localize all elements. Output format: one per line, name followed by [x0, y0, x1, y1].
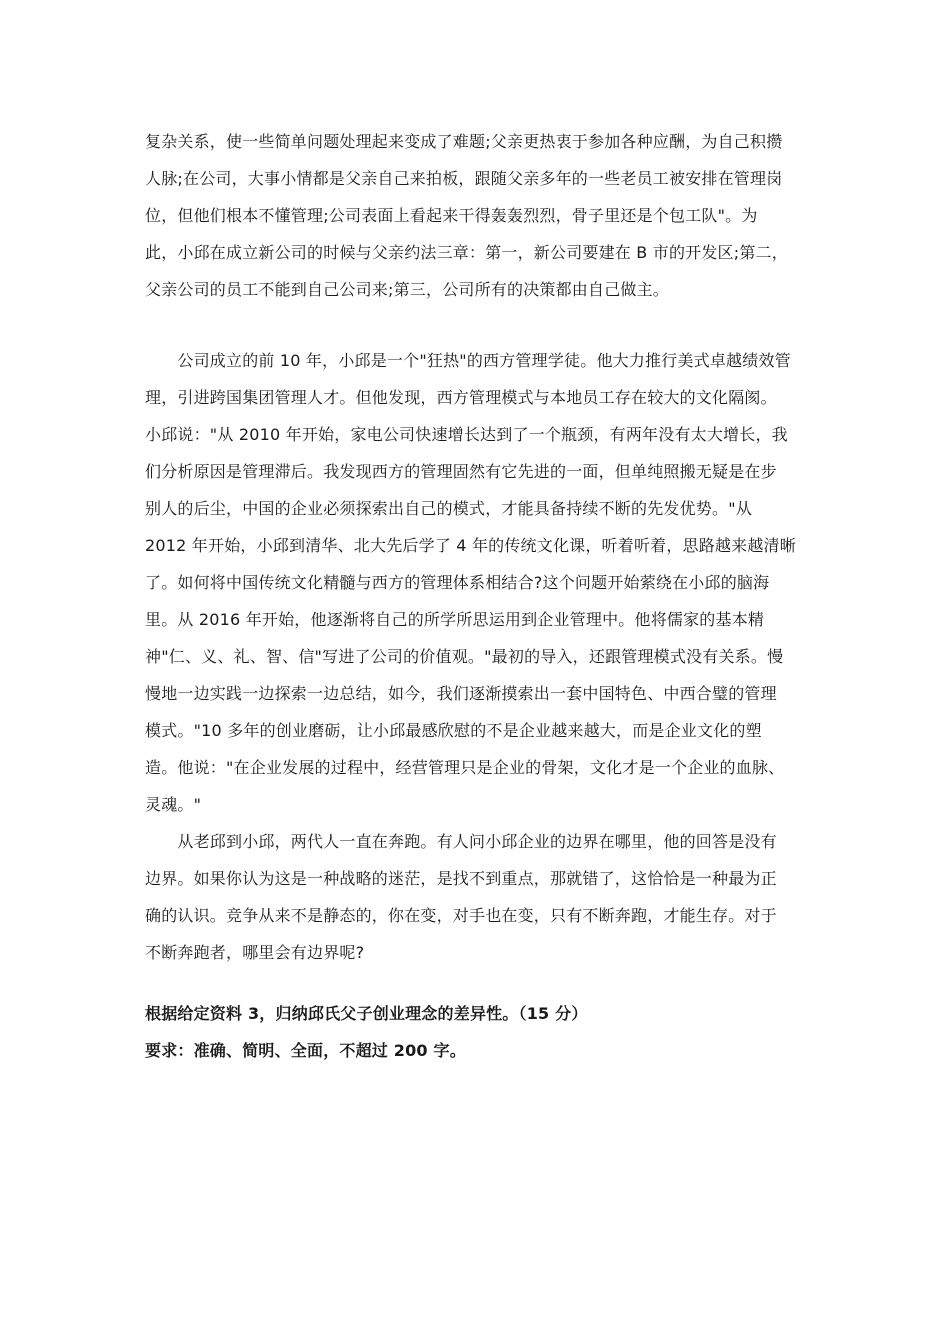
paragraph-2-line: 理，引进跨国集团管理人才。但他发现，西方管理模式与本地员工存在较大的文化隔阂。 [145, 388, 777, 407]
paragraph-1-line: 复杂关系，使一些简单问题处理起来变成了难题;父亲更热衷于参加各种应酬，为自己积攒 [145, 132, 783, 151]
paragraph-2-line: 别人的后尘，中国的企业必须探索出自己的模式，才能具备持续不断的先发优势。"从 [145, 499, 752, 518]
question-prompt: 根据给定资料 3，归纳邱氏父子创业理念的差异性。（15 分） [145, 1004, 588, 1023]
paragraph-2-line: 小邱说："从 2010 年开始，家电公司快速增长达到了一个瓶颈，有两年没有太大增长，我 [145, 425, 788, 444]
paragraph-3-line: 不断奔跑者，哪里会有边界呢? [145, 943, 365, 962]
paragraph-1-line: 此，小邱在成立新公司的时候与父亲约法三章：第一，新公司要建在 B 市的开发区;第二， [145, 243, 788, 262]
paragraph-3-line: 从老邱到小邱，两代人一直在奔跑。有人问小邱企业的边界在哪里，他的回答是没有 [145, 832, 777, 851]
question-requirement: 要求：准确、简明、全面，不超过 200 字。 [145, 1041, 466, 1060]
paragraph-2-line: 里。从 2016 年开始，他逐渐将自己的所学所思运用到企业管理中。他将儒家的基本精 [145, 610, 765, 629]
paragraph-1-line: 父亲公司的员工不能到自己公司来;第三，公司所有的决策都由自己做主。 [145, 280, 669, 299]
paragraph-1-line: 位，但他们根本不懂管理;公司表面上看起来干得轰轰烈烈，骨子里还是个包工队"。为 [145, 206, 758, 225]
paragraph-2-line: 公司成立的前 10 年，小邱是一个"狂热"的西方管理学徒。他大力推行美式卓越绩效管 [145, 351, 791, 370]
paragraph-2-line: 们分析原因是管理滞后。我发现西方的管理固然有它先进的一面，但单纯照搬无疑是在步 [145, 462, 777, 481]
paragraph-2-line: 灵魂。" [145, 795, 202, 814]
paragraph-2-line: 造。他说："在企业发展的过程中，经营管理只是企业的骨架，文化才是一个企业的血脉、 [145, 758, 785, 777]
paragraph-2-line: 2012 年开始，小邱到清华、北大先后学了 4 年的传统文化课，听着听着，思路越来越清晰 [145, 536, 796, 555]
paragraph-2-line: 了。如何将中国传统文化精髓与西方的管理体系相结合?这个问题开始萦绕在小邱的脑海 [145, 573, 770, 592]
paragraph-3-line: 确的认识。竞争从来不是静态的，你在变，对手也在变，只有不断奔跑，才能生存。对于 [145, 906, 777, 925]
paragraph-2-line: 模式。"10 多年的创业磨砺，让小邱最感欣慰的不是企业越来越大，而是企业文化的塑 [145, 721, 762, 740]
paragraph-2-line: 慢地一边实践一边探索一边总结，如今，我们逐渐摸索出一套中国特色、中西合璧的管理 [145, 684, 777, 703]
paragraph-1-line: 人脉;在公司，大事小情都是父亲自己来拍板，跟随父亲多年的一些老员工被安排在管理岗 [145, 169, 783, 188]
paragraph-3-line: 边界。如果你认为这是一种战略的迷茫，是找不到重点，那就错了，这恰恰是一种最为正 [145, 869, 777, 888]
paragraph-2-line: 神"仁、义、礼、智、信"写进了公司的价值观。"最初的导入，还跟管理模式没有关系。慢 [145, 647, 784, 666]
